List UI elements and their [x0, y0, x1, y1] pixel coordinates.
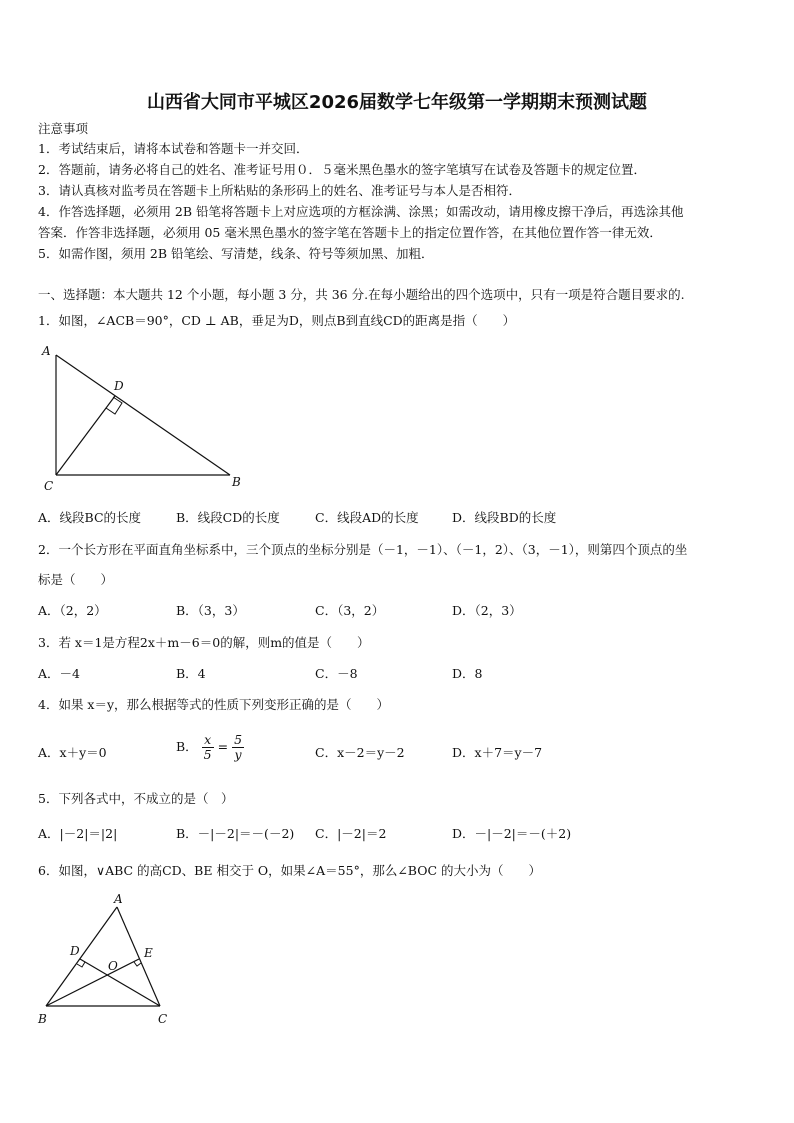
- point-label-a: A: [42, 344, 51, 358]
- point-label-b: B: [38, 1012, 47, 1026]
- point-label-d: D: [70, 944, 80, 958]
- q4-option-d[interactable]: D．x＋7＝y－7: [452, 745, 543, 760]
- q6-stem: 6．如图，∨ABC 的高CD、BE 相交于 O，如果∠A＝55°，那么∠BOC 的大小为（ ）: [38, 863, 542, 878]
- q4-frac-right: $\frac{5}{y}$: [234, 732, 243, 762]
- q5-option-c[interactable]: C．|－2|＝2: [315, 826, 387, 841]
- q4-frac-left: $\frac{x}{5}$: [203, 732, 212, 762]
- q2-stem-line1: 2．一个长方形在平面直角坐标系中，三个顶点的坐标分别是（－1，－1）、（－1，2）、（3，－1），则第四个顶点的坐: [38, 542, 688, 557]
- right-angle-mark-d: [77, 962, 85, 967]
- q1-stem: 1．如图，∠ACB＝90°，CD ⊥ AB，垂足为D，则点B到直线CD的距离是指（ ）: [38, 313, 516, 328]
- q4-option-a[interactable]: A．x＋y＝0: [38, 745, 107, 760]
- q2-option-b[interactable]: B．（3，3）: [176, 603, 245, 618]
- q4-stem: 4．如果 x＝y，那么根据等式的性质下列变形正确的是（ ）: [38, 697, 390, 712]
- q4-option-b-label: B．: [176, 739, 198, 754]
- q1-option-a[interactable]: A．线段BC的长度: [38, 510, 142, 525]
- q6-figure: [30, 890, 190, 1035]
- q3-option-d[interactable]: D．8: [452, 666, 483, 681]
- q2-option-a[interactable]: A．（2，2）: [38, 603, 107, 618]
- point-label-b: B: [232, 475, 241, 489]
- q3-option-b[interactable]: B．4: [176, 666, 206, 681]
- q5-stem: 5．下列各式中，不成立的是（ ）: [38, 791, 234, 806]
- notice-item-5: 5．如需作图，须用 2B 铅笔绘、写清楚，线条、符号等须加黑、加粗．: [38, 246, 434, 261]
- q3-option-c[interactable]: C．－8: [315, 666, 358, 681]
- point-label-d: D: [114, 379, 124, 393]
- notice-item-2: 2．答题前，请务必将自己的姓名、准考证号用０．５毫米黑色墨水的签字笔填写在试卷及答题卡的规定位置．: [38, 162, 646, 177]
- right-angle-mark-e: [134, 962, 141, 966]
- segment-ac: [117, 907, 160, 1006]
- q2-option-d[interactable]: D．（2，3）: [452, 603, 522, 618]
- q4-option-b[interactable]: [176, 733, 244, 762]
- segment-ab: [46, 907, 117, 1006]
- section-heading: 一、选择题：本大题共 12 个小题，每小题 3 分，共 36 分.在每小题给出的四个选项中，只有一项是符合题目要求的.: [38, 287, 685, 302]
- notice-item-4-cont: 答案．作答非选择题，必须用 05 毫米黑色墨水的签字笔在答题卡上的指定位置作答，在其他位置作答一律无效．: [38, 225, 662, 240]
- q4-option-c[interactable]: C．x－2＝y－2: [315, 745, 405, 760]
- q5-option-d[interactable]: D．－|－2|＝－(＋2): [452, 826, 572, 841]
- point-label-c: C: [158, 1012, 168, 1026]
- q1-option-d[interactable]: D．线段BD的长度: [452, 510, 557, 525]
- notice-item-1: 1．考试结束后，请将本试卷和答题卡一并交回．: [38, 141, 309, 156]
- point-label-o: O: [108, 959, 118, 973]
- point-label-e: E: [144, 946, 153, 960]
- q5-option-a[interactable]: A．|－2|＝|2|: [38, 826, 118, 841]
- q5-option-b[interactable]: B．－|－2|＝－(－2): [176, 826, 295, 841]
- q1-option-c[interactable]: C．线段AD的长度: [315, 510, 419, 525]
- q4-equals-sign: =: [217, 739, 229, 754]
- point-label-a: A: [114, 892, 123, 906]
- q1-figure: [38, 340, 258, 495]
- segment-ab: [56, 355, 230, 475]
- page-title: 山西省大同市平城区2026届数学七年级第一学期期末预测试题: [146, 92, 648, 113]
- point-label-c: C: [44, 479, 54, 493]
- notice-heading: 注意事项: [38, 121, 89, 136]
- notice-item-3: 3．请认真核对监考员在答题卡上所粘贴的条形码上的姓名、准考证号与本人是否相符．: [38, 183, 521, 198]
- notice-item-4: 4．作答选择题，必须用 2B 铅笔将答题卡上对应选项的方框涂满、涂黑；如需改动，请用橡皮擦干净后，再选涂其他: [38, 204, 684, 219]
- q2-option-c[interactable]: C．（3，2）: [315, 603, 385, 618]
- q3-stem: 3．若 x＝1是方程2x＋m－6＝0的解，则m的值是（ ）: [38, 635, 370, 650]
- q2-stem-line2: 标是（ ）: [38, 572, 114, 587]
- q1-option-b[interactable]: B．线段CD的长度: [176, 510, 280, 525]
- q3-option-a[interactable]: A．－4: [38, 666, 80, 681]
